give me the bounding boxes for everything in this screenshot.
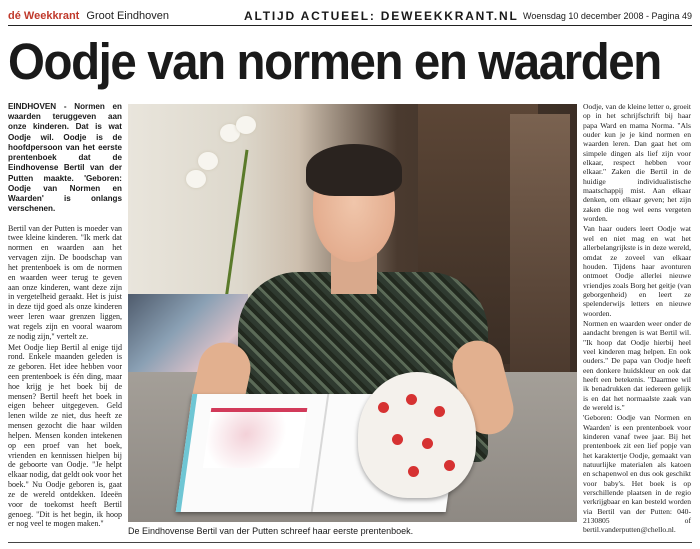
right-paragraph-2: Van haar ouders leert Oodje wat wel en niet mag en wat het allerbelangrijkste is in deze wereld, omdat ze zoveel van elkaar houden. Tijdens haar avonturen ontmoet Oodje allerlei nieuwe vriendjes zoals Borg het geitje (van geborgenheid) en leert ze spelenderwijs letters en nieuwe woorden. [583,224,691,318]
left-paragraph-1: Bertil van der Putten is moeder van twee kleine kinderen. "Ik merk dat normen en waarden aan het vervagen zijn. De boodschap van het prentenboek is om de normen en waarden weer terug te geven aan onze kinderen, want deze zijn in vergetelheid geraakt. Het is juist in deze tijd goed als onze kinderen weer leren waar grenzen liggen, wat regels zijn en vooral waarom ze nodig zijn," vertelt ze. [8,223,122,341]
photo-window [510,114,570,374]
doll-dot [408,466,419,477]
left-column [8,102,122,530]
book-illustration [203,408,307,468]
right-paragraph-1: Oodje, van de kleine letter o, groeit op in het schrijfschrift bij haar papa Ward en mama Norma. "Als ouder kun je je kind normen en waarden leren. Dan gaat het om simpele dingen als lief zijn voor elkaar, respect hebben voor elkaar." Zaken die Bertil in de huidige individualistische maatschappij mist. Aan elkaar denken, om elkaar geven; het zijn zaken die nog wel eens vergeten worden. [583,102,691,224]
dateline: Woensdag 10 december 2008 - Pagina 49 [523,11,692,21]
masthead [8,8,692,26]
tagline: ALTIJD ACTUEEL: DEWEEKKRANT.NL [244,9,519,23]
book-spine [311,394,330,512]
article-lead: EINDHOVEN - Normen en waarden teruggeven aan onze kinderen. Dat is wat Oodje wil. Oodje is de hoofdpersoon van het eerste prentenboek dat de Eindhovense Bertil van der Putten maakte. 'Geboren: Oodje van Normen en Waarden' is onlangs verschenen. [8,102,122,214]
doll-dot [434,406,445,417]
photo-caption: De Eindhovense Bertil van der Putten schreef haar eerste prentenboek. [128,526,414,536]
doll-dot [392,434,403,445]
orchid-flower [198,152,218,170]
brand-prefix: dé [8,10,21,22]
right-column [583,102,691,536]
headline: Oodje van normen en waarden [8,33,661,90]
doll-dot [444,460,455,471]
article-photo [128,104,577,522]
bottom-rule [8,542,692,543]
doll-dot [406,394,417,405]
orchid-flower [236,116,256,134]
newspaper-logo [8,10,169,22]
doll-dot [422,438,433,449]
doll-dot [378,402,389,413]
right-paragraph-4: 'Geboren: Oodje van Normen en Waarden' is een prentenboek voor kinderen vanaf twee jaar. Bij het prentenboek zit een lief popje van het karaktertje Oodje, gemaakt van natuurlijke materialen als katoen en schapenwol en dus ook geschikt voor baby's. Het boek is op verschillende plaatsen in de regio verkrijgbaar en kan besteld worden via Bertil van der Putten: 040-2130805 of bertil.vanderputten@chello.nl. [583,413,691,535]
right-paragraph-3: Normen en waarden weer onder de aandacht brengen is wat Bertil wil. "Ik hoop dat Oodje hierbij heel veel kinderen mag helpen. En ook ouders." De papa van Oodje heeft een donkere huidskleur en ook dat heeft een betekenis. "Daarmee wil ik benadrukken dat iedereen gelijk is en dat het normaalste zaak van de wereld is." [583,318,691,412]
left-paragraph-2: Met Oodje liep Bertil al enige tijd rond. Enkele maanden geleden is ze geboren. Het idee hebben voor een prentenboek is één ding, maar hoe krijg je het boek bij de mensen? Bertil heeft het boek in eigen beheer uitgegeven. Geld lenen wilde ze niet, dus heeft ze mensen gezocht die haar wilden helpen. Mensen konden intekenen op een proef van het boek, vrienden en kennissen hielpen bij de geboorte van Oodje. "Je helpt elkaar nodig, dat geldt ook voor het boek." Nu Oodje geboren is, gaat ze de wereld ontdekken. Ideeën voor de toekomst heeft Bertil genoeg. "Dit is het begin, ik hoop er nog veel te mogen maken." [8,342,122,529]
orchid-flower [186,170,206,188]
person-hair [306,144,402,196]
brand-name: Weekkrant [23,10,80,22]
oodje-doll [358,372,476,498]
brand-region: Groot Eindhoven [86,10,169,22]
